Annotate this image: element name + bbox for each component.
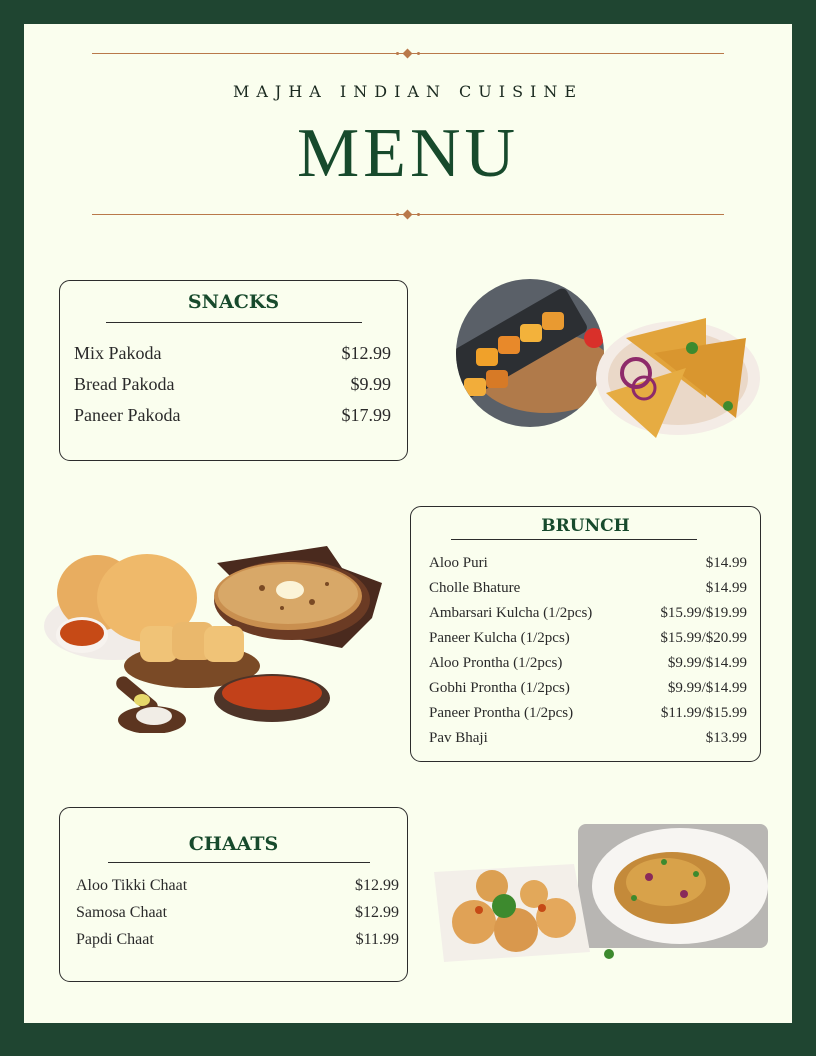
item-name: Papdi Chaat (76, 931, 154, 948)
chaats-food-image (434, 822, 769, 967)
item-name: Mix Pakoda (74, 343, 162, 363)
brunch-food-image (42, 538, 392, 733)
item-price: $13.99 (705, 730, 747, 746)
snacks-food-image (456, 278, 766, 448)
item-name: Paneer Prontha (1/2pcs) (429, 705, 574, 721)
page-title: MENU (296, 115, 520, 192)
item-name: Aloo Tikki Chaat (76, 877, 188, 894)
item-price: $14.99 (705, 580, 747, 596)
item-name: Cholle Bhature (429, 580, 521, 596)
item-price: $9.99/$14.99 (667, 680, 747, 696)
item-name: Bread Pakoda (74, 374, 175, 394)
item-price: $17.99 (341, 405, 391, 425)
item-name: Aloo Prontha (1/2pcs) (429, 655, 563, 671)
item-name: Aloo Puri (429, 555, 488, 571)
snacks-heading: SNACKS (187, 291, 280, 313)
chaats-card (59, 807, 408, 982)
brunch-card (410, 506, 761, 762)
item-price: $15.99/$20.99 (660, 630, 747, 646)
menu-page (24, 24, 792, 1023)
item-price: $12.99 (341, 343, 391, 363)
brunch-heading: BRUNCH (541, 516, 630, 536)
item-price: $9.99 (350, 374, 391, 394)
item-name: Gobhi Prontha (1/2pcs) (429, 680, 570, 696)
item-name: Paneer Pakoda (74, 405, 181, 425)
item-price: $11.99/$15.99 (660, 705, 747, 721)
item-price: $15.99/$19.99 (660, 605, 747, 621)
chaats-heading: CHAATS (188, 833, 279, 855)
item-price: $12.99 (355, 877, 399, 894)
snacks-card (59, 280, 408, 461)
item-name: Paneer Kulcha (1/2pcs) (429, 630, 570, 646)
restaurant-name: MAJHA INDIAN CUISINE (232, 82, 584, 101)
item-name: Ambarsari Kulcha (1/2pcs) (429, 605, 593, 621)
item-price: $12.99 (355, 904, 399, 921)
item-name: Samosa Chaat (76, 904, 168, 921)
item-price: $14.99 (705, 555, 747, 571)
item-name: Pav Bhaji (429, 730, 488, 746)
item-price: $11.99 (355, 931, 399, 948)
item-price: $9.99/$14.99 (667, 655, 747, 671)
